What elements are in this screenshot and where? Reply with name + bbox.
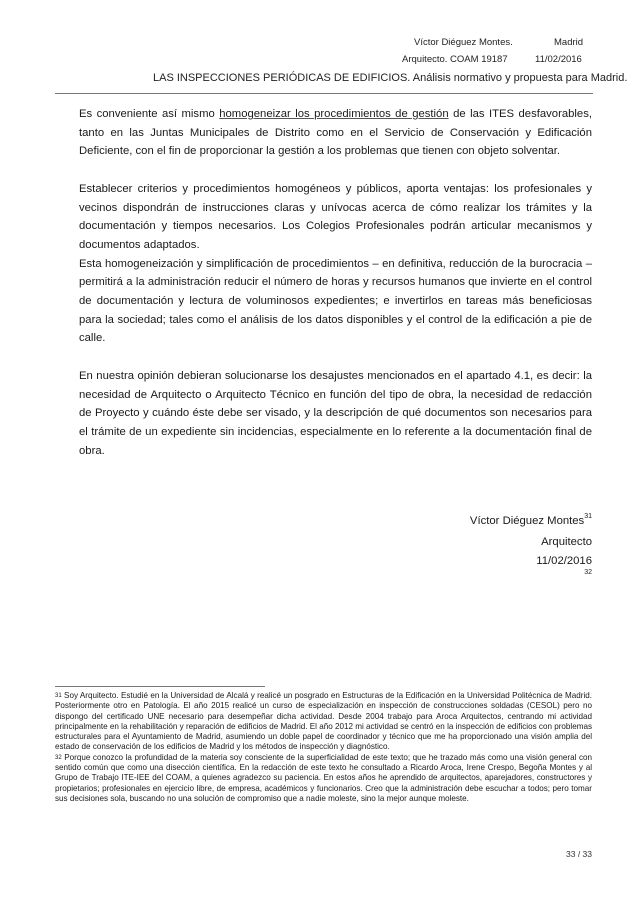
paragraph-gap [79, 161, 592, 180]
header-credential: Arquitecto. COAM 19187 [402, 54, 508, 65]
footnote-31 [55, 691, 592, 753]
signature-name-text: Víctor Diéguez Montes [469, 515, 585, 527]
footnote-text: Porque conozco la profundidad de la materia soy consciente de la superficialidad de este texto; que he trazado más como una visión general con sentido común que como una disección científica. En la redacción de este texto he consultado a Ricardo Aroca, Irene Crespo, Begoña Montes y al Grupo de Trabajo ITE-IEE del COAM, a quienes agradezco su paciencia. En estos años he aprendido de arquitectos, aparejadores, constructores y propietarios; profesionales en ejercicio libre, de empresa, académicos y funcionarios. Creo que la administración debe escuchar a todos; pero tomar sus decisiones sola, buscando no una solución de compromiso que a nadie moleste, sino la mejor aunque moleste. [55, 752, 592, 803]
footnote-mark: 31 [55, 693, 62, 699]
page-number: 33 / 33 [566, 849, 592, 859]
footnote-32 [55, 753, 592, 804]
paragraph-1-lead: Es conveniente así mismo [79, 108, 220, 120]
footnote-marker-31: 31 [584, 513, 592, 520]
footnotes [55, 691, 592, 804]
paragraph-1-rest: de las ITES desfavorables, tanto en las Juntas Municipales de Distrito como en el Servicio de Conservación y Edificación Deficiente, con el fin de proporcionar la gestión a los problemas que tienen con objeto solventar. [79, 108, 592, 158]
footnote-mark: 32 [55, 754, 62, 761]
header-divider [55, 93, 593, 94]
header-city: Madrid [554, 37, 584, 48]
signature-date: 11/02/2016 [536, 555, 592, 567]
paragraph-criterios: Establecer criterios y procedimientos homogéneos y públicos, aporta ventajas: los profesionales y vecinos dispondrán de instrucciones claras y unívocas acerca de cómo realizar los trámites y la documentación y tiempos necesarios. Los Colegios Profesionales podrán articular mecanismos y documentos adaptados. [79, 182, 592, 251]
body-text [79, 105, 592, 460]
header-date: 11/02/2016 [535, 54, 582, 65]
header-author: Víctor Diéguez Montes. [414, 37, 513, 48]
paragraph-opinion: En nuestra opinión debieran solucionarse los desajustes mencionados en el apartado 4.1, es decir: la necesidad de Arquitecto o Arquitecto Técnico en función del tipo de obra, la necesidad de redacción de Proyecto y cuándo éste debe ser visado, y la descripción de qué documentos son necesarios para el trámite de un expediente sin incidencias, especialmente en lo referente a la documentación final de obra. [79, 369, 592, 457]
header-title: LAS INSPECCIONES PERIÓDICAS DE EDIFICIOS. Análisis normativo y propuesta para Madrid. [153, 72, 628, 84]
signature-role: Arquitecto [541, 536, 592, 548]
paragraph-gap [79, 348, 592, 367]
paragraph-simplificacion: Esta homogeneización y simplificación de procedimientos – en definitiva, reducción de la burocracia – permitirá a la administración reducir el número de horas y recursos humanos que invierte en el control de documentación y lectura de voluminosos expedientes; e invertirlos en tareas más beneficiosas para la sociedad; tales como el análisis de los datos disponibles y el control de la edificación a pie de calle. [79, 257, 592, 345]
underlined-phrase: homogeneizar los procedimientos de gestión [219, 108, 449, 120]
footnote-marker-32: 32 [584, 569, 592, 576]
footnote-text: Soy Arquitecto. Estudié en la Universidad de Alcalá y realicé un posgrado en Estructuras de la Edificación en la Universidad Politécnica de Madrid. Posteriormente otro en Patología. El año 2015 realicé un curso de especialización en inspección de construcciones soldadas (CESOL) pero no dispongo del certificado UNE necesario para desempeñar dicha actividad. Desde 2004 trabajo para Aroca Arquitectos, centrando mi actividad principalmente en la rehabilitación y reparación de edificios de Madrid. El año 2012 mi actividad se centró en la inspección de edificios con problemas estructurales para el Ayuntamiento de Madrid, asumiendo un doble papel de coordinador y técnico que me ha proporcionado una visión amplia del estado de conservación de los edificios de Madrid y los métodos de inspección y diagnóstico. [55, 691, 592, 752]
footnote-divider [55, 686, 265, 687]
paragraph-homogeneizar [79, 105, 592, 161]
signature-name [470, 515, 592, 527]
